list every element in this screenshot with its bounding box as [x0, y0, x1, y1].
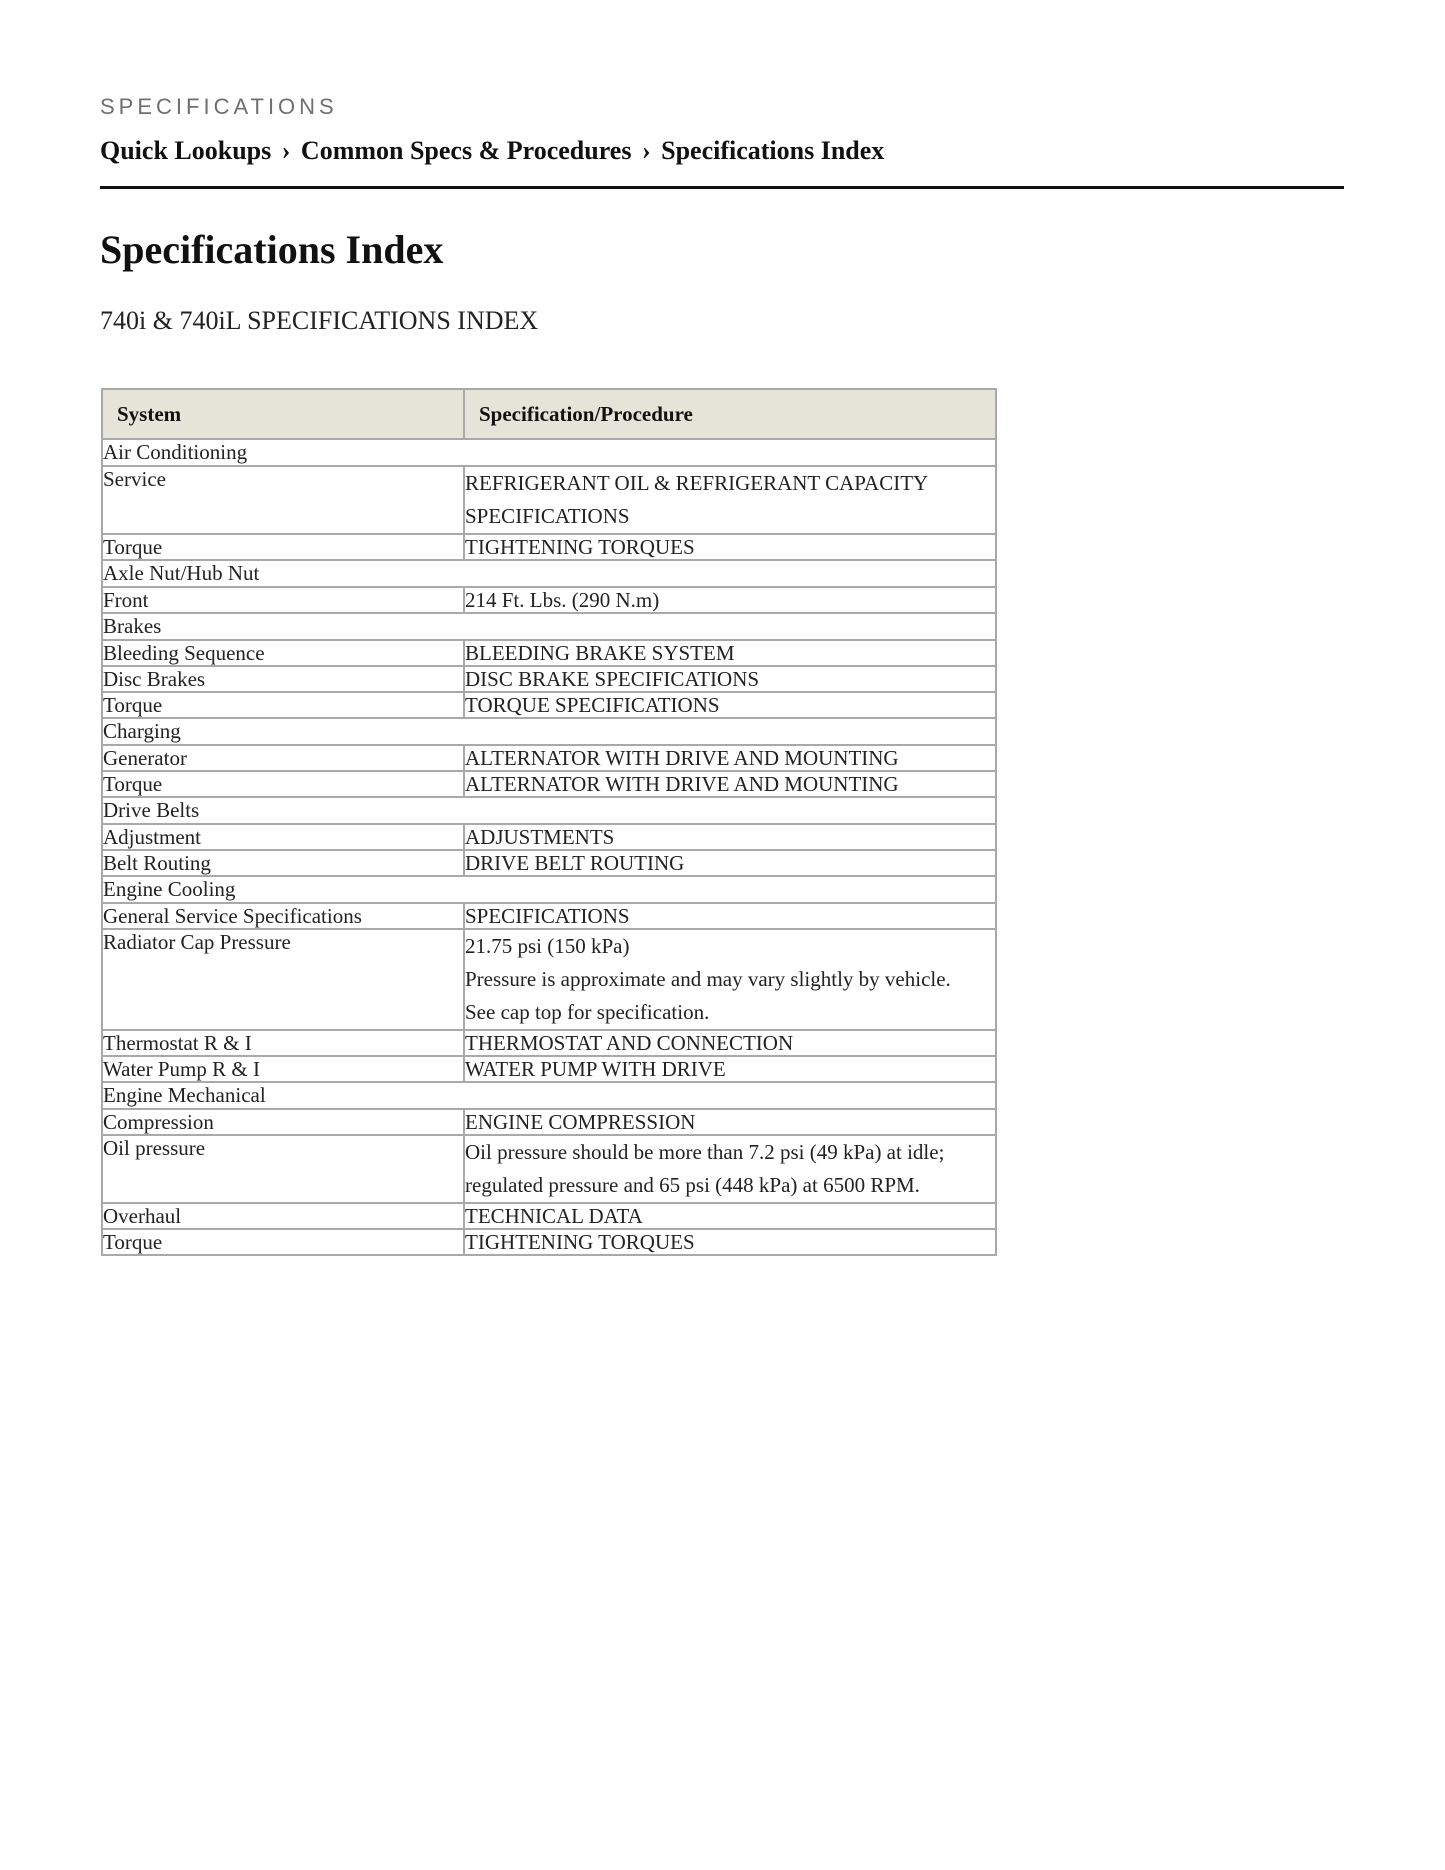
group-label: Axle Nut/Hub Nut: [102, 560, 996, 587]
breadcrumb-item-common-specs[interactable]: Common Specs & Procedures: [300, 136, 632, 165]
specification-text: THERMOSTAT AND CONNECTION: [465, 1031, 794, 1055]
system-cell: Water Pump R & I: [102, 1056, 464, 1082]
specification-text: regulated pressure and 65 psi (448 kPa) at 6500 RPM.: [465, 1173, 920, 1197]
table-row: [102, 640, 996, 666]
specification-text: DISC BRAKE SPECIFICATIONS: [465, 667, 760, 691]
table-row: [102, 466, 996, 534]
table-row: [102, 903, 996, 929]
table-row: [102, 534, 996, 560]
specification-text: REFRIGERANT OIL & REFRIGERANT CAPACITY: [465, 471, 929, 495]
specification-text: 21.75 psi (150 kPa): [465, 934, 630, 958]
system-cell: General Service Specifications: [102, 903, 464, 929]
breadcrumb-separator: ›: [281, 136, 291, 165]
group-label: Drive Belts: [102, 797, 996, 824]
specification-text: ENGINE COMPRESSION: [465, 1110, 696, 1134]
system-cell: Compression: [102, 1109, 464, 1135]
specification-cell: [464, 466, 996, 534]
table-row: [102, 1229, 996, 1255]
specification-cell: [464, 824, 996, 850]
table-group-row: [102, 439, 996, 466]
specification-cell: [464, 640, 996, 666]
table-row: [102, 692, 996, 718]
system-cell: Front: [102, 587, 464, 613]
specification-cell: [464, 850, 996, 876]
table-row: [102, 1030, 996, 1056]
specification-text: Pressure is approximate and may vary slightly by vehicle.: [465, 967, 951, 991]
specification-text: SPECIFICATIONS: [465, 904, 630, 928]
system-cell: Belt Routing: [102, 850, 464, 876]
column-header-system: System: [102, 389, 464, 439]
table-header-row: [102, 389, 996, 439]
table-row: [102, 1109, 996, 1135]
group-label: Engine Cooling: [102, 876, 996, 903]
specification-text: TIGHTENING TORQUES: [465, 535, 695, 559]
system-cell: Generator: [102, 745, 464, 771]
table-row: [102, 771, 996, 797]
system-cell: Overhaul: [102, 1203, 464, 1229]
table-group-row: [102, 718, 996, 745]
group-label: Air Conditioning: [102, 439, 996, 466]
specification-cell: [464, 903, 996, 929]
specification-cell: [464, 929, 996, 1030]
specification-text: ALTERNATOR WITH DRIVE AND MOUNTING: [465, 772, 899, 796]
system-cell: Torque: [102, 534, 464, 560]
specification-cell: [464, 1229, 996, 1255]
specification-text: TORQUE SPECIFICATIONS: [465, 693, 720, 717]
specification-cell: [464, 745, 996, 771]
system-cell: Adjustment: [102, 824, 464, 850]
specifications-table: [101, 388, 997, 1256]
page-title: Specifications Index: [100, 227, 444, 272]
group-label: Charging: [102, 718, 996, 745]
table-row: [102, 1135, 996, 1203]
specification-text: TECHNICAL DATA: [465, 1204, 643, 1228]
table-row: [102, 666, 996, 692]
table-row: [102, 745, 996, 771]
specification-cell: [464, 1030, 996, 1056]
specification-text: ALTERNATOR WITH DRIVE AND MOUNTING: [465, 746, 899, 770]
specification-text: ADJUSTMENTS: [465, 825, 615, 849]
table-row: [102, 929, 996, 1030]
system-cell: Oil pressure: [102, 1135, 464, 1203]
system-cell: Radiator Cap Pressure: [102, 929, 464, 1030]
specification-cell: [464, 1135, 996, 1203]
system-cell: Torque: [102, 692, 464, 718]
table-row: [102, 587, 996, 613]
table-row: [102, 1056, 996, 1082]
table-body: [102, 439, 996, 1255]
specification-text: Oil pressure should be more than 7.2 psi (49 kPa) at idle;: [465, 1140, 945, 1164]
table-row: [102, 850, 996, 876]
breadcrumb: [100, 136, 884, 166]
breadcrumb-separator: ›: [641, 136, 651, 165]
specification-text: SPECIFICATIONS: [465, 504, 630, 528]
table-group-row: [102, 613, 996, 640]
system-cell: Torque: [102, 771, 464, 797]
specification-cell: [464, 587, 996, 613]
system-cell: Disc Brakes: [102, 666, 464, 692]
specification-cell: [464, 666, 996, 692]
system-cell: Service: [102, 466, 464, 534]
specification-cell: [464, 1056, 996, 1082]
specification-text: BLEEDING BRAKE SYSTEM: [465, 641, 735, 665]
table-group-row: [102, 1082, 996, 1109]
specification-text: WATER PUMP WITH DRIVE: [465, 1057, 726, 1081]
table-row: [102, 1203, 996, 1229]
page-subtitle: 740i & 740iL SPECIFICATIONS INDEX: [100, 306, 539, 335]
specification-text: See cap top for specification.: [465, 1000, 710, 1024]
system-cell: Torque: [102, 1229, 464, 1255]
header-divider: [100, 186, 1344, 189]
table-group-row: [102, 560, 996, 587]
breadcrumb-item-specifications-index[interactable]: Specifications Index: [661, 136, 885, 165]
column-header-specification: Specification/Procedure: [464, 389, 996, 439]
specification-text: 214 Ft. Lbs. (290 N.m): [465, 588, 660, 612]
table-group-row: [102, 797, 996, 824]
specification-cell: [464, 1109, 996, 1135]
system-cell: Bleeding Sequence: [102, 640, 464, 666]
specification-text: TIGHTENING TORQUES: [465, 1230, 695, 1254]
table-group-row: [102, 876, 996, 903]
specification-cell: [464, 771, 996, 797]
breadcrumb-item-quick-lookups[interactable]: Quick Lookups: [100, 136, 272, 165]
specification-text: DRIVE BELT ROUTING: [465, 851, 685, 875]
specification-cell: [464, 534, 996, 560]
specification-cell: [464, 692, 996, 718]
specification-cell: [464, 1203, 996, 1229]
section-label: SPECIFICATIONS: [100, 94, 338, 119]
system-cell: Thermostat R & I: [102, 1030, 464, 1056]
group-label: Brakes: [102, 613, 996, 640]
group-label: Engine Mechanical: [102, 1082, 996, 1109]
table-row: [102, 824, 996, 850]
